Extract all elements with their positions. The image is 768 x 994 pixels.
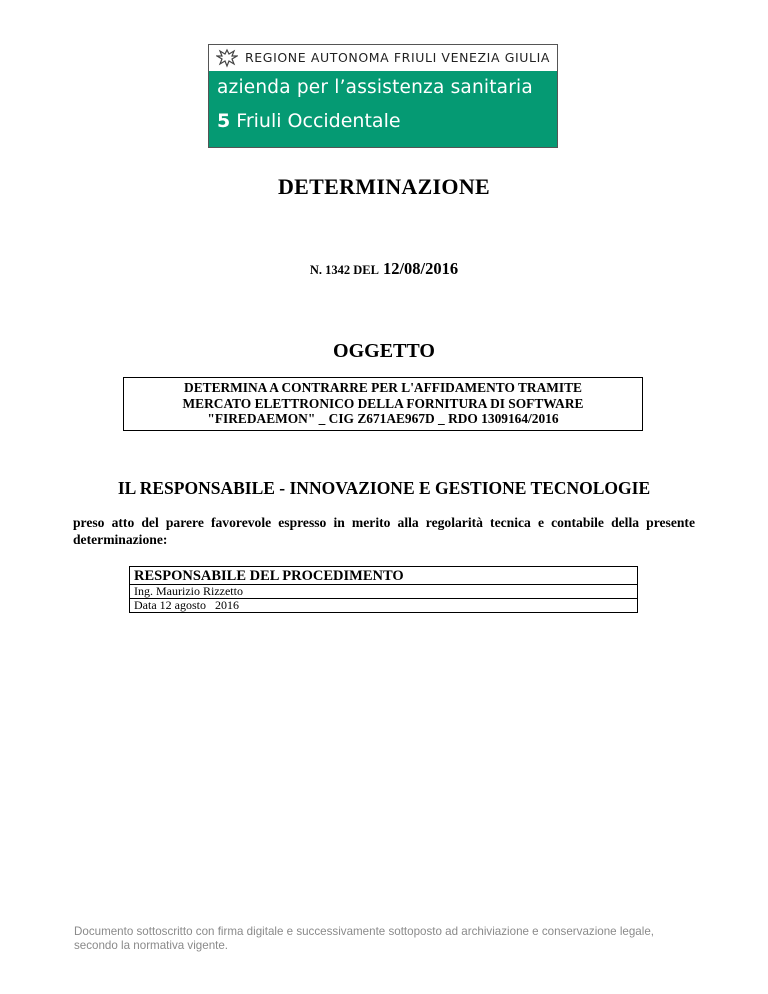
agency-logo — [208, 44, 558, 148]
signature-footer — [74, 925, 714, 953]
logo-agency-text: azienda per l’assistenza sanitaria — [217, 77, 533, 98]
subject-line: "FIREDAEMON" _ CIG Z671AE967D _ RDO 1309164/2016 — [207, 411, 559, 426]
region-eagle-icon — [216, 48, 238, 68]
preamble-text: preso atto del parere favorevole espresso in merito alla regolarità tecnica e contabile della presente determinazione: — [73, 515, 695, 547]
number-prefix: N. 1342 DEL — [309, 263, 379, 277]
subject-line: MERCATO ELETTRONICO DELLA FORNITURA DI SOFTWARE — [182, 395, 584, 411]
responsible-name: Ing. Maurizio Rizzetto — [130, 585, 638, 599]
subject-label: OGGETTO — [333, 340, 435, 362]
footer-line: Documento sottoscritto con firma digitale e successivamente sottoposto ad archiviazione e conservazione legale, — [74, 925, 654, 938]
document-number — [0, 259, 768, 279]
logo-area-name: Friuli Occidentale — [236, 110, 401, 132]
procedure-responsible-table — [129, 566, 638, 613]
document-date: 12/08/2016 — [382, 259, 459, 278]
logo-green-band — [209, 71, 557, 147]
responsible-date: Data 12 agosto 2016 — [130, 599, 638, 613]
document-title: DETERMINAZIONE — [277, 174, 490, 199]
logo-region-text: REGIONE AUTONOMA FRIULI VENEZIA GIULIA — [245, 50, 551, 65]
subject-box — [123, 377, 643, 431]
logo-region-band — [209, 45, 557, 71]
responsible-heading: IL RESPONSABILE - INNOVAZIONE E GESTIONE TECNOLOGIE — [117, 478, 651, 498]
table-header: RESPONSABILE DEL PROCEDIMENTO — [130, 567, 638, 585]
logo-area-text — [217, 110, 401, 132]
footer-line: secondo la normativa vigente. — [74, 939, 229, 952]
logo-area-number: 5 — [217, 110, 231, 132]
subject-line: DETERMINA A CONTRARRE PER L'AFFIDAMENTO TRAMITE — [184, 380, 582, 395]
